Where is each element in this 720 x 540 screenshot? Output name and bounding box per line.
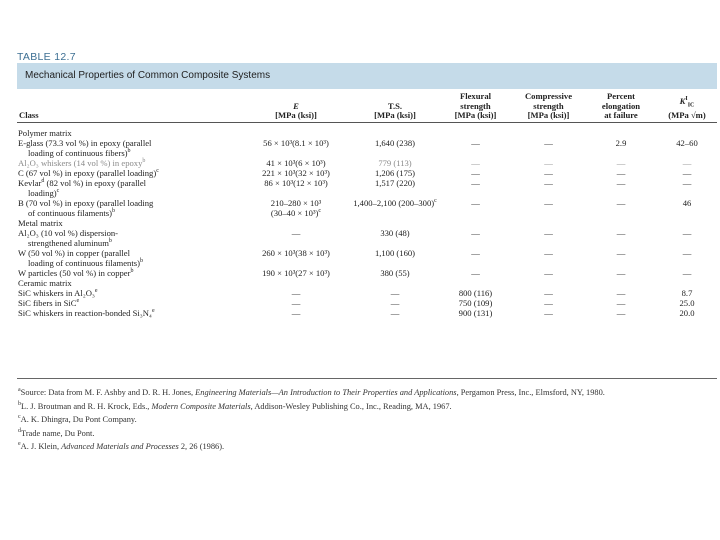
header-modulus: E [MPa (ksi)] — [275, 100, 317, 121]
footnote-c: $^c$A. K. Dhingra, Du Pont Company. — [18, 414, 137, 425]
footnote-d: $^d$Trade name, Du Pont. — [18, 427, 95, 438]
header-percent-elongation: Percent elongation at failure — [601, 91, 641, 121]
group-polymer-matrix: Polymer matrix — [18, 128, 72, 139]
header-compressive-strength: Compressive strength [MPa (ksi)] — [524, 91, 573, 121]
footnote-e: $^e$A. J. Klein, Advanced Materials and Processes 2, 26 (1986). — [18, 441, 225, 452]
table-row: SiC whiskers in Al₂O₃$^e$ — — 800 (116) — — 8.7 — [18, 288, 693, 299]
header-class: Class — [19, 110, 39, 121]
table-row: Al₂O₃ (10 vol %) dispersion- strengthened aluminum$^b$ — 330 (48) — — — — — [18, 228, 692, 249]
table-label: TABLE 12.7 — [17, 51, 76, 63]
table-row: W (50 vol %) in copper (parallel loading of continuous filaments)$^b$ 260 × 10³(38 × 10³) 1,100 (160) — — — — — [18, 248, 692, 269]
table-row: C (67 vol %) in epoxy (parallel loading)$^c$ 221 × 10³(32 × 10³) 1,206 (175) — — — — — [18, 168, 692, 179]
footnotes — [18, 386, 718, 454]
header-flexural-strength: Flexural strength [MPa (ksi)] — [454, 91, 497, 121]
table-row: W particles (50 vol %) in copper$^b$ 190 × 10³(27 × 10³) 380 (55) — — — — — [18, 268, 692, 279]
table-caption: Mechanical Properties of Common Composite Systems — [25, 70, 271, 81]
table-row: Al₂O₃ whiskers (14 vol %) in epoxy$^b$ 41 × 10³(6 × 10³) 779 (113) — — — — — [18, 158, 692, 169]
table-caption-bar — [17, 63, 717, 89]
table-row: SiC fibers in SiC$^e$ — — 750 (109) — — 25.0 — [18, 298, 695, 309]
table-row: E-glass (73.3 vol %) in epoxy (parallel loading of continuous fibers)$^b$ 56 × 10³(8.1 × 10³) 1,640 (238) — — 2.9 42–60 — [18, 138, 698, 159]
footnote-b: $^b$L. J. Broutman and R. H. Krock, Eds., Modern Composite Materials, Addison-Wesley Publishing Co., Inc., Reading, MA, 1967. — [18, 400, 452, 411]
table-row: SiC whiskers in reaction-bonded Si₃N₄$^e$ — — 900 (131) — — 20.0 — [18, 308, 695, 319]
table-row: Kevlar$^d$ (82 vol %) in epoxy (parallel loading)$^c$ 86 × 10³(12 × 10³) 1,517 (220) — — — — — [18, 178, 692, 199]
header-fracture-toughness: $K^I_{IC}$ (MPa √m) — [668, 95, 706, 121]
group-ceramic-matrix: Ceramic matrix — [18, 278, 72, 289]
table-header-row — [17, 92, 717, 122]
table-row: B (70 vol %) in epoxy (parallel loading of continuous filaments)$^b$ 210–280 × 10³ $(30-40 \times 10^3)^c$ 1,400–2,100 $(200-300)^c$ — — — 46 — [18, 198, 692, 219]
group-metal-matrix: Metal matrix — [18, 218, 63, 229]
table-bottom-rule — [17, 378, 717, 379]
properties-table — [17, 92, 717, 318]
header-tensile-strength: T.S. [MPa (ksi)] — [374, 100, 416, 121]
footnote-a: $^a$Source: Data from M. F. Ashby and D. R. H. Jones, Engineering Materials—An Introduction to Their Properties and Applications, Pergamon Press, Inc., Elmsford, NY, 1980. — [18, 387, 605, 397]
